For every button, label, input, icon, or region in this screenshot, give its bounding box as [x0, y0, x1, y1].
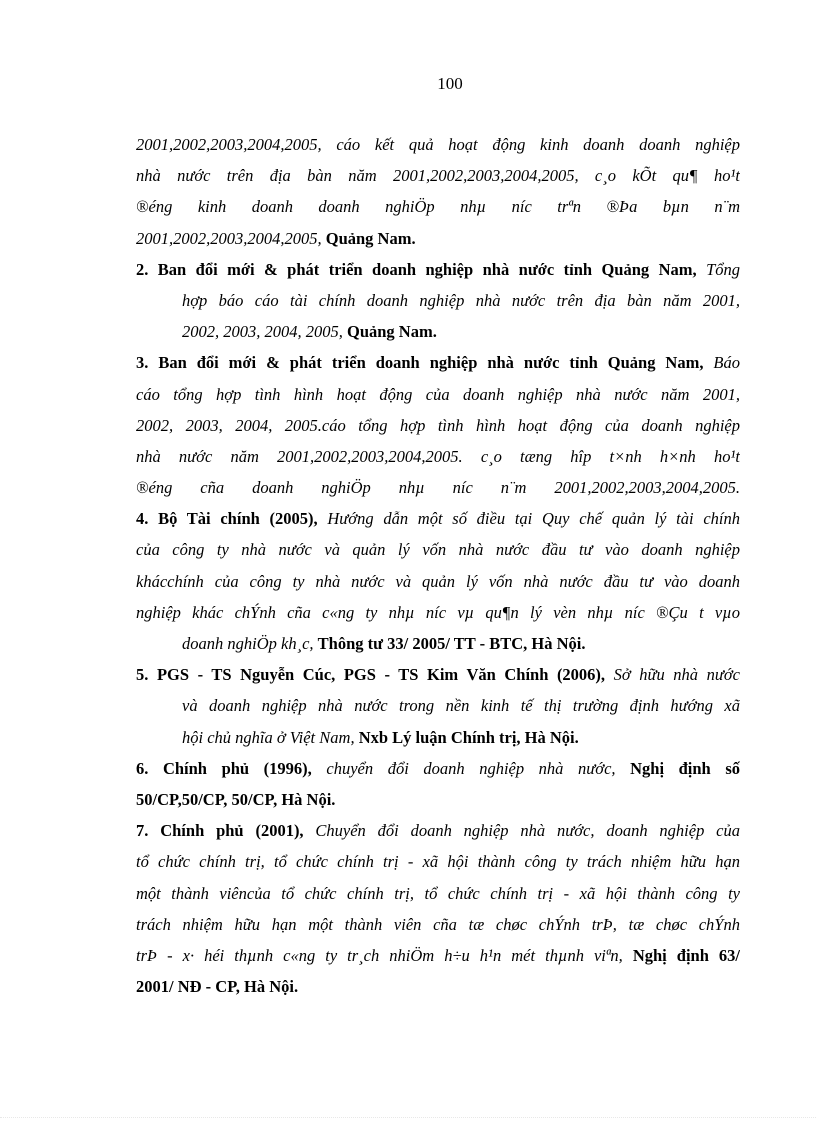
reference-line	[136, 347, 740, 378]
reference-line	[136, 472, 740, 503]
reference-text: 5. PGS - TS Nguyễn Cúc, PGS - TS Kim Văn Chính (2006),	[136, 665, 614, 685]
reference-line	[136, 191, 740, 222]
reference-text: Quảng Nam.	[347, 322, 437, 342]
reference-entry	[136, 815, 740, 1002]
reference-text: tổ chức chính trị, tổ chức chính trị - xã hội thành công ty trách nhiệm hữu hạn	[136, 852, 740, 872]
reference-text: 4. Bộ Tài chính (2005),	[136, 509, 328, 529]
reference-text: Chuyển đổi doanh nghiệp nhà nước, doanh nghiệp của	[315, 821, 740, 841]
reference-text: 2001,2002,2003,2004,2005,	[136, 228, 326, 248]
reference-text: nhà nước năm 2001,2002,2003,2004,2005. c¸o tæng hîp t×nh h×nh ho¹t	[136, 446, 740, 466]
reference-line	[136, 597, 740, 628]
reference-text: 2001,2002,2003,2004,2005, cáo kết quả hoạt động kinh doanh doanh nghiệp	[136, 135, 740, 154]
page-number: 100	[437, 74, 463, 93]
reference-text: Quảng Nam.	[325, 228, 416, 248]
reference-line	[136, 410, 740, 441]
reference-text: 50/CP,50/CP, 50/CP, Hà Nội.	[136, 789, 336, 809]
reference-line	[136, 503, 740, 534]
reference-line	[136, 940, 740, 971]
reference-text: doanh nghiÖp kh¸c,	[182, 634, 318, 653]
reference-text: Nghị định số	[630, 758, 740, 778]
reference-text: ®éng kinh doanh doanh nghiÖp nhµ níc trªn ®Þa bµn n¨m	[136, 197, 740, 217]
reference-entry	[136, 503, 740, 659]
reference-line	[136, 784, 740, 815]
reference-line	[136, 534, 740, 565]
reference-line	[136, 878, 740, 909]
reference-line	[136, 628, 740, 659]
reference-line	[136, 316, 740, 347]
reference-line	[136, 223, 740, 254]
reference-text: trÞ - x· héi thµnh c«ng ty tr¸ch nhiÖm h÷u h¹n mét thµnh viªn,	[136, 945, 633, 965]
reference-line	[136, 909, 740, 940]
reference-list	[136, 129, 740, 1002]
reference-text: 6. Chính phủ (1996),	[136, 758, 327, 778]
reference-line	[136, 254, 740, 285]
reference-entry	[136, 129, 740, 254]
reference-line	[136, 690, 740, 721]
reference-line	[136, 815, 740, 846]
reference-text: trách nhiệm hữu hạn một thành viên cña tæ chøc chÝnh trÞ, tæ chøc chÝnh	[136, 914, 740, 934]
reference-line	[136, 659, 740, 690]
reference-text: 2002, 2003, 2004, 2005,	[182, 322, 347, 342]
reference-line	[136, 129, 740, 160]
reference-line	[136, 379, 740, 410]
reference-text: 2001/ NĐ - CP, Hà Nội.	[136, 977, 299, 997]
reference-line	[136, 441, 740, 472]
reference-line	[136, 846, 740, 877]
reference-line	[136, 285, 740, 316]
reference-line	[136, 160, 740, 191]
reference-entry	[136, 659, 740, 753]
reference-text: cáo tổng hợp tình hình hoạt động của doanh nghiệp nhà nước năm 2001,	[136, 384, 740, 404]
reference-line	[136, 722, 740, 753]
reference-line	[136, 566, 740, 597]
reference-text: Tổng	[706, 259, 740, 279]
reference-text: ®éng cña doanh nghiÖp nhµ níc n¨m 2001,2002,2003,2004,2005.	[136, 478, 740, 498]
reference-text: hợp báo cáo tài chính doanh nghiệp nhà nước trên địa bàn năm 2001,	[182, 290, 740, 310]
reference-line	[136, 753, 740, 784]
reference-text: 3. Ban đổi mới & phát triển doanh nghiệp nhà nước tỉnh Quảng Nam,	[136, 353, 714, 373]
reference-text: một thành viêncủa tổ chức chính trị, tổ chức chính trị - xã hội thành công ty	[136, 883, 740, 903]
reference-text: Nxb Lý luận Chính trị, Hà Nội.	[358, 727, 579, 747]
reference-text: 7. Chính phủ (2001),	[136, 821, 316, 841]
reference-entry	[136, 254, 740, 348]
reference-line	[136, 971, 740, 1002]
reference-text: Báo	[713, 353, 740, 373]
reference-text: chuyển đổi doanh nghiệp nhà nước,	[326, 758, 631, 778]
reference-text: nghiệp khác chÝnh cña c«ng ty nhµ níc vµ qu¶n lý vèn nhµ níc ®Çu t vµo	[136, 602, 740, 622]
reference-text: Sở hữu nhà nước	[613, 665, 740, 685]
reference-text: khácchính của công ty nhà nước và quản lý vốn nhà nước đầu tư vào doanh	[136, 571, 740, 591]
reference-text: và doanh nghiệp nhà nước trong nền kinh tế thị trường định hướng xã	[182, 696, 740, 716]
reference-text: của công ty nhà nước và quản lý vốn nhà nước đầu tư vào doanh nghiệp	[136, 540, 740, 560]
page-bottom-rule	[0, 1117, 816, 1118]
reference-entry	[136, 753, 740, 815]
reference-text: Nghị định 63/	[632, 945, 740, 965]
reference-text: nhà nước trên địa bàn năm 2001,2002,2003,2004,2005, c¸o kÕt qu¶ ho¹t	[136, 166, 740, 186]
reference-text: Thông tư 33/ 2005/ TT - BTC, Hà Nội.	[317, 634, 586, 653]
reference-text: Hướng dẫn một số điều tại Quy chế quản lý tài chính	[327, 509, 740, 529]
reference-text: hội chủ nghĩa ở Việt Nam,	[182, 727, 359, 747]
reference-entry	[136, 347, 740, 503]
reference-text: 2. Ban đổi mới & phát triển doanh nghiệp nhà nước tỉnh Quảng Nam,	[136, 259, 707, 279]
reference-text: 2002, 2003, 2004, 2005.cáo tổng hợp tình hình hoạt động của doanh nghiệp	[136, 415, 740, 435]
